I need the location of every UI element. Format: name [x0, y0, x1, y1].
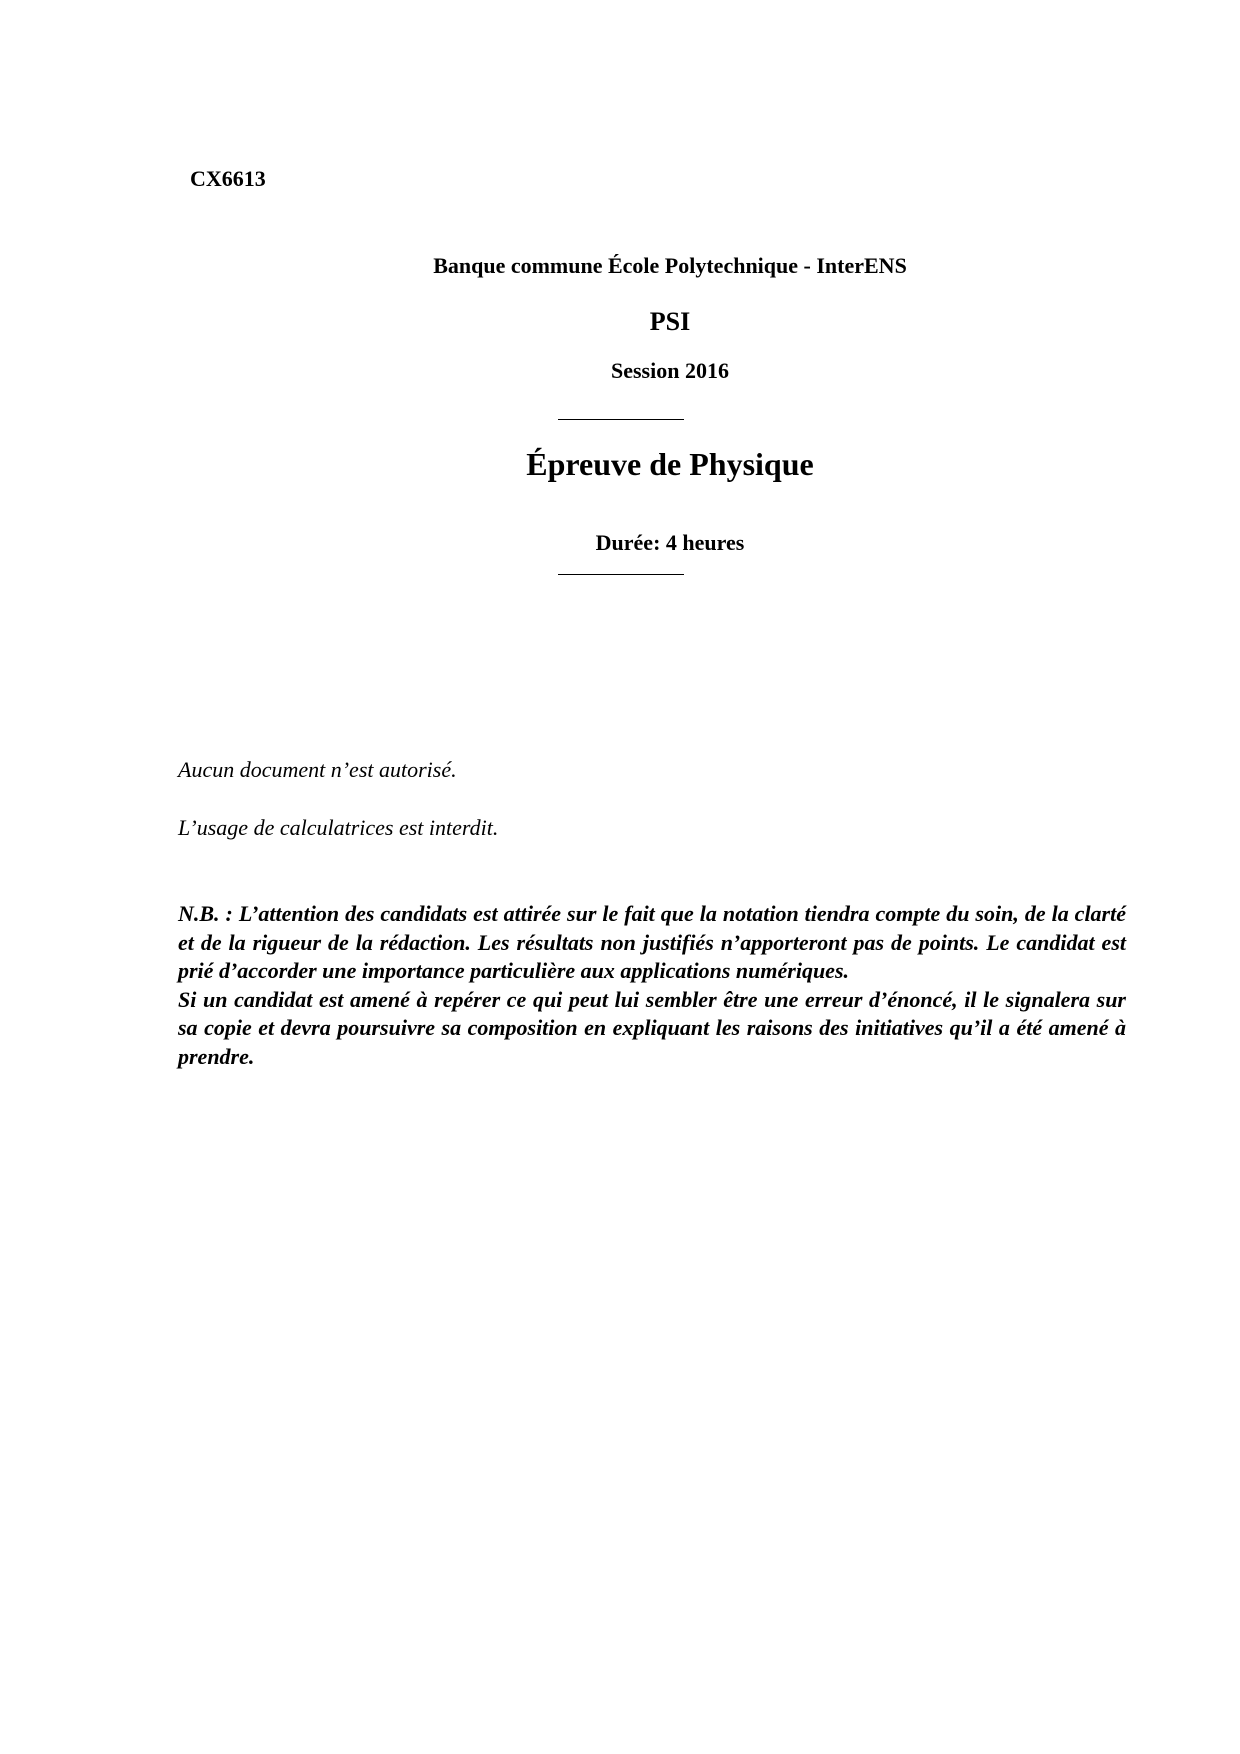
top-divider — [558, 419, 684, 420]
exam-code: CX6613 — [190, 166, 266, 191]
page-title: Épreuve de Physique — [526, 446, 814, 482]
nb-paragraph-grading: N.B. : L’attention des candidats est attirée sur le fait que la notation tiendra compte du soin, de la clarté et de la rigueur de la rédaction. Les résultats non justifiés n’apporteront pas de points. Le candidat est prié d’accorder une importance particulière aux applications numériques. — [178, 901, 1126, 983]
documents-rule-note: Aucun document n’est autorisé. — [178, 757, 457, 782]
exam-duration: Durée: 4 heures — [595, 530, 745, 555]
exam-session: Session 2016 — [611, 358, 729, 383]
exam-bank-name: Banque commune École Polytechnique - InterENS — [433, 253, 907, 278]
calculators-rule-note: L’usage de calculatrices est interdit. — [178, 815, 499, 840]
exam-track: PSI — [649, 307, 691, 336]
nb-paragraph-errors: Si un candidat est amené à repérer ce qui peut lui sembler être une erreur d’énoncé, il le signalera sur sa copie et devra poursuivre sa composition en expliquant les raisons des initiatives qu’il a été amené à prendre. — [178, 986, 1126, 1069]
nb-instructions — [178, 900, 1126, 1071]
bottom-divider — [558, 574, 684, 575]
